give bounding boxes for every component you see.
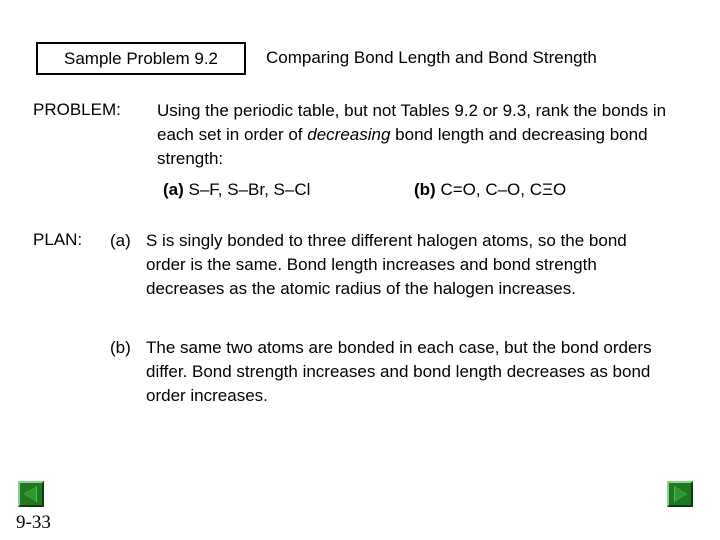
plan-item-b-marker: (b) xyxy=(110,338,131,357)
previous-slide-button[interactable] xyxy=(18,481,44,507)
plan-item-b-text: The same two atoms are bonded in each case, but the bond orders differ. Bond strength increases and bond length decreases as bond order increases. xyxy=(146,338,652,405)
plan-item-b xyxy=(110,336,670,408)
problem-statement xyxy=(157,99,677,171)
sample-problem-label: Sample Problem 9.2 xyxy=(36,42,246,75)
plan-item-a-text: S is singly bonded to three different halogen atoms, so the bond order is the same. Bond length increases and bond strength decreases as the atomic radius of the halogen increases. xyxy=(146,231,627,298)
problem-section-label: PROBLEM: xyxy=(33,100,121,119)
plan-section-label: PLAN: xyxy=(33,230,83,249)
triangle-left-icon xyxy=(20,483,42,505)
next-slide-button[interactable] xyxy=(667,481,693,507)
problem-text-emphasis: decreasing xyxy=(307,125,391,144)
part-a xyxy=(163,179,310,201)
problem-title: Comparing Bond Length and Bond Strength xyxy=(266,48,597,67)
part-a-bonds: S–F, S–Br, S–Cl xyxy=(183,180,311,199)
problem-text-end: bond length and decreasing bond strength: xyxy=(157,125,648,168)
part-a-marker: (a) xyxy=(163,180,184,199)
triangle-right-icon xyxy=(669,483,691,505)
part-b-marker: (b) xyxy=(414,180,436,199)
problem-text-start: Using the periodic table, but not Tables 9.2 or 9.3, rank the bonds in each set in order of xyxy=(157,101,667,144)
plan-item-a-marker: (a) xyxy=(110,231,131,250)
plan-item-a xyxy=(110,229,670,301)
slide-number: 9-33 xyxy=(16,512,51,533)
part-b-bonds: C=O, C–O, CΞO xyxy=(435,180,567,199)
part-b xyxy=(414,179,566,201)
